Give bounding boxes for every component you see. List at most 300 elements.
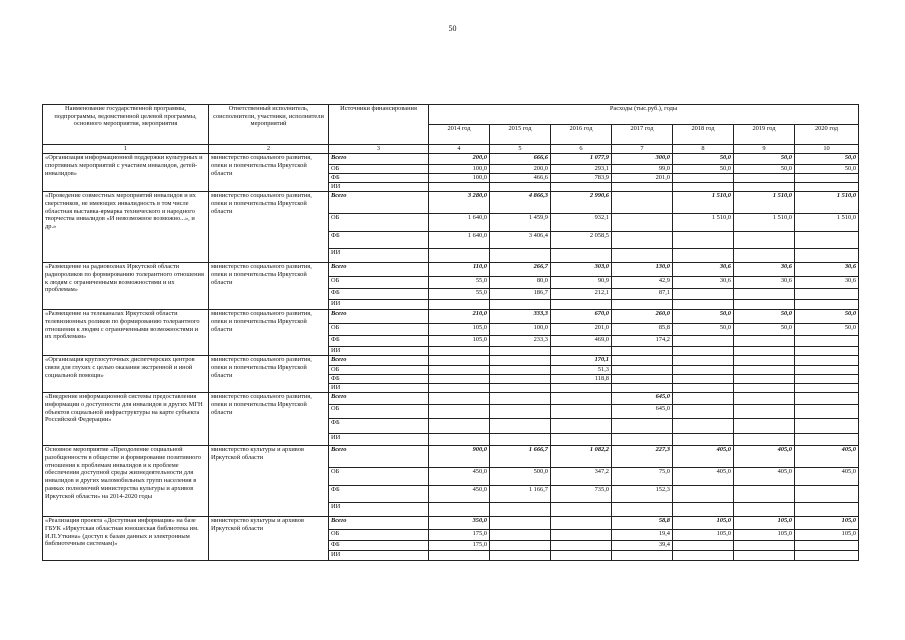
funding-source: ОБ	[329, 366, 429, 375]
funding-source: Всего	[329, 393, 429, 405]
activity-name: «Внедрение информационной системы предоставления информации о доступности для инвалидов и других МГН объектов социальной инфраструктуры на карте субъекта Российской Федерации»	[43, 393, 209, 446]
header-year: 2015 год	[490, 125, 551, 145]
expense-value: 1 640,0	[429, 214, 490, 232]
expense-value: 105,0	[734, 517, 795, 530]
expense-value: 450,0	[429, 486, 490, 503]
expense-value	[734, 405, 795, 419]
funding-source: Всего	[329, 192, 429, 214]
expense-value	[795, 347, 859, 356]
expense-value: 350,0	[429, 517, 490, 530]
funding-source: ФБ	[329, 174, 429, 183]
expense-value: 105,0	[795, 530, 859, 541]
expense-value	[612, 419, 673, 434]
responsible-executor: министерство социального развития, опеки и попечительства Иркутской области	[209, 310, 329, 356]
expense-value: 201,0	[551, 324, 612, 336]
expense-value	[673, 366, 734, 375]
expense-value: 201,0	[612, 174, 673, 183]
expense-value: 105,0	[734, 530, 795, 541]
funding-source: ОБ	[329, 530, 429, 541]
expense-value: 110,0	[429, 263, 490, 277]
expense-value: 932,1	[551, 214, 612, 232]
expense-value: 212,1	[551, 289, 612, 300]
expense-value	[734, 503, 795, 517]
header-year: 2019 год	[734, 125, 795, 145]
expense-value	[795, 384, 859, 393]
column-index: 6	[551, 145, 612, 154]
expense-value	[673, 356, 734, 366]
expense-value	[429, 551, 490, 561]
expense-value: 233,3	[490, 336, 551, 347]
expense-value	[734, 289, 795, 300]
expense-value	[490, 347, 551, 356]
column-index: 5	[490, 145, 551, 154]
expense-value	[734, 174, 795, 183]
expense-value: 210,0	[429, 310, 490, 324]
funding-source: ИИ	[329, 183, 429, 192]
expense-value	[429, 434, 490, 446]
expense-value	[673, 405, 734, 419]
expense-value	[734, 551, 795, 561]
expense-value	[673, 249, 734, 263]
expense-value	[429, 503, 490, 517]
funding-source: ИИ	[329, 551, 429, 561]
expense-value: 100,0	[490, 324, 551, 336]
expense-value	[490, 530, 551, 541]
table-row	[43, 517, 859, 530]
responsible-executor: министерство социального развития, опеки и попечительства Иркутской области	[209, 154, 329, 192]
column-index: 3	[329, 145, 429, 154]
expense-value	[551, 384, 612, 393]
expense-value	[551, 249, 612, 263]
expense-value: 900,0	[429, 446, 490, 468]
expense-value: 30,6	[673, 263, 734, 277]
expense-value: 227,3	[612, 446, 673, 468]
expense-value	[429, 300, 490, 310]
expense-value	[795, 375, 859, 384]
expense-value	[551, 393, 612, 405]
expense-value: 1 510,0	[673, 214, 734, 232]
expense-value: 100,0	[429, 174, 490, 183]
expense-value	[612, 356, 673, 366]
expense-value: 30,6	[734, 263, 795, 277]
table-row	[43, 310, 859, 324]
funding-source: ОБ	[329, 405, 429, 419]
expense-value: 99,0	[612, 165, 673, 174]
expense-value	[673, 375, 734, 384]
expense-value: 50,0	[673, 165, 734, 174]
funding-source: ФБ	[329, 336, 429, 347]
expense-value	[612, 192, 673, 214]
expense-value: 105,0	[795, 517, 859, 530]
table-row	[43, 446, 859, 468]
expense-value	[673, 419, 734, 434]
expense-value: 85,8	[612, 324, 673, 336]
expense-value: 1 510,0	[795, 192, 859, 214]
expense-value	[490, 405, 551, 419]
expense-value	[673, 551, 734, 561]
expense-value	[795, 183, 859, 192]
expense-value: 1 459,9	[490, 214, 551, 232]
column-index: 10	[795, 145, 859, 154]
expense-value	[795, 336, 859, 347]
expense-value	[551, 551, 612, 561]
expense-value: 1 077,9	[551, 154, 612, 165]
column-index: 8	[673, 145, 734, 154]
expense-value: 50,0	[673, 310, 734, 324]
table-row	[43, 154, 859, 165]
table-row	[43, 356, 859, 366]
header-year: 2018 год	[673, 125, 734, 145]
expense-value: 3 406,4	[490, 232, 551, 249]
funding-source: ОБ	[329, 165, 429, 174]
expense-value	[612, 551, 673, 561]
expense-value: 2 990,6	[551, 192, 612, 214]
expense-value	[734, 183, 795, 192]
expense-value	[429, 347, 490, 356]
activity-name: Основное мероприятие «Преодоление социальной разобщенности в обществе и формирование позитивного отношения к проблемам инвалидов и к проблеме обеспечения доступной среды жизнедеятельности для инвалидов и других маломобильных групп населения в рамках полномочий министерства культуры и архивов Иркутской области» на 2014-2020 годы	[43, 446, 209, 517]
expense-value: 87,1	[612, 289, 673, 300]
expense-value: 260,0	[612, 310, 673, 324]
expense-value	[673, 183, 734, 192]
expense-value: 645,0	[612, 405, 673, 419]
expense-value: 50,0	[734, 324, 795, 336]
expense-value	[612, 434, 673, 446]
expense-value	[673, 347, 734, 356]
expense-value	[551, 419, 612, 434]
expense-value	[490, 183, 551, 192]
header-year: 2020 год	[795, 125, 859, 145]
expense-value	[551, 434, 612, 446]
expense-value	[551, 405, 612, 419]
expense-value	[734, 434, 795, 446]
funding-source: ФБ	[329, 375, 429, 384]
expense-value: 118,8	[551, 375, 612, 384]
expense-value	[612, 384, 673, 393]
expense-value: 50,0	[734, 165, 795, 174]
expense-value	[429, 405, 490, 419]
expense-value	[673, 336, 734, 347]
expense-value	[612, 375, 673, 384]
expense-value	[490, 249, 551, 263]
expense-value: 75,0	[612, 468, 673, 486]
funding-source: ИИ	[329, 347, 429, 356]
expense-value	[734, 300, 795, 310]
expense-value	[795, 551, 859, 561]
expense-value	[551, 503, 612, 517]
expense-value	[734, 347, 795, 356]
header-program: Наименование государственной программы, подпрограммы, ведомственной целевой программы, основного мероприятия, мероприятия	[43, 105, 209, 145]
activity-name: «Проведение совместных мероприятий инвалидов и их сверстников, не имеющих инвалидность в том числе областная выставка-ярмарка технического и народного творчества инвалидов «И невозможное возможно...», и др.»	[43, 192, 209, 263]
expense-value: 50,0	[734, 310, 795, 324]
funding-source: Всего	[329, 310, 429, 324]
expense-value	[734, 384, 795, 393]
expense-value	[734, 393, 795, 405]
responsible-executor: министерство культуры и архивов Иркутской области	[209, 446, 329, 517]
funding-source: Всего	[329, 446, 429, 468]
expense-value: 4 866,3	[490, 192, 551, 214]
funding-source: Всего	[329, 154, 429, 165]
expense-value	[612, 249, 673, 263]
expense-value	[795, 393, 859, 405]
column-index: 9	[734, 145, 795, 154]
expense-value: 1 666,7	[490, 446, 551, 468]
expense-value	[429, 393, 490, 405]
expense-value: 90,9	[551, 277, 612, 289]
expense-value: 405,0	[734, 446, 795, 468]
funding-source: ИИ	[329, 249, 429, 263]
expense-value	[795, 289, 859, 300]
expense-value	[734, 541, 795, 551]
responsible-executor: министерство социального развития, опеки и попечительства Иркутской области	[209, 393, 329, 446]
expense-value: 42,9	[612, 277, 673, 289]
expense-value	[673, 232, 734, 249]
expense-value	[490, 517, 551, 530]
expense-value	[795, 232, 859, 249]
expense-value	[612, 300, 673, 310]
expense-value	[795, 434, 859, 446]
expense-value	[734, 366, 795, 375]
expense-value	[551, 183, 612, 192]
expense-value: 105,0	[673, 530, 734, 541]
expense-value: 1 640,0	[429, 232, 490, 249]
expense-value	[673, 174, 734, 183]
responsible-executor: министерство социального развития, опеки и попечительства Иркутской области	[209, 192, 329, 263]
expense-value: 735,0	[551, 486, 612, 503]
header-executor: Ответственный исполнитель, соисполнители, участники, исполнители мероприятий	[209, 105, 329, 145]
expense-value	[551, 541, 612, 551]
expense-value: 130,0	[612, 263, 673, 277]
activity-name: «Размещение на радиоволнах Иркутской области радиороликов по формированию толерантного отношения к людям с ограниченными возможностями и их проблемам»	[43, 263, 209, 310]
funding-source: Всего	[329, 356, 429, 366]
expense-value: 500,0	[490, 468, 551, 486]
expense-value	[734, 419, 795, 434]
expense-value	[490, 503, 551, 517]
expense-value: 3 280,0	[429, 192, 490, 214]
expense-value	[734, 486, 795, 503]
header-year: 2017 год	[612, 125, 673, 145]
expense-value	[429, 375, 490, 384]
expense-value	[612, 183, 673, 192]
expense-value: 293,1	[551, 165, 612, 174]
expense-value: 405,0	[795, 468, 859, 486]
expense-value: 466,6	[490, 174, 551, 183]
funding-source: ИИ	[329, 384, 429, 393]
expense-value	[612, 232, 673, 249]
expense-value: 50,0	[795, 324, 859, 336]
responsible-executor: министерство культуры и архивов Иркутской области	[209, 517, 329, 561]
funding-source: Всего	[329, 263, 429, 277]
activity-name: «Реализация проекта «Доступная информация» на базе ГБУК «Иркутская областная юношеская библиотека им. И.П.Уткина» (доступ к базам данных и электронным библиотечным системам)»	[43, 517, 209, 561]
funding-source: ФБ	[329, 486, 429, 503]
expense-value: 200,0	[429, 154, 490, 165]
funding-source: ИИ	[329, 434, 429, 446]
expense-value: 333,3	[490, 310, 551, 324]
expense-value: 39,4	[612, 541, 673, 551]
expense-value	[612, 347, 673, 356]
activity-name: «Организация информационной поддержки культурных и спортивных мероприятий с участием инвалидов, детей-инвалидов»	[43, 154, 209, 192]
expense-value: 1 510,0	[734, 214, 795, 232]
expense-value	[429, 183, 490, 192]
expense-value: 405,0	[673, 446, 734, 468]
expense-value	[734, 232, 795, 249]
expense-value	[673, 384, 734, 393]
funding-source: ОБ	[329, 214, 429, 232]
expense-value	[612, 503, 673, 517]
expense-value: 450,0	[429, 468, 490, 486]
expense-value: 469,0	[551, 336, 612, 347]
expense-value	[673, 300, 734, 310]
expense-value	[673, 434, 734, 446]
budget-table	[42, 104, 859, 561]
expense-value	[673, 289, 734, 300]
expense-value	[612, 214, 673, 232]
expense-value: 670,0	[551, 310, 612, 324]
column-index: 2	[209, 145, 329, 154]
funding-source: ОБ	[329, 277, 429, 289]
expense-value: 175,0	[429, 530, 490, 541]
expense-value: 105,0	[673, 517, 734, 530]
expense-value: 152,3	[612, 486, 673, 503]
funding-source: ФБ	[329, 541, 429, 551]
expense-value	[795, 174, 859, 183]
expense-value	[490, 366, 551, 375]
expense-value	[490, 356, 551, 366]
expense-value: 50,0	[734, 154, 795, 165]
funding-source: ФБ	[329, 289, 429, 300]
expense-value	[551, 300, 612, 310]
expense-value	[490, 384, 551, 393]
expense-value: 405,0	[673, 468, 734, 486]
expense-value	[795, 300, 859, 310]
expense-value: 783,9	[551, 174, 612, 183]
header-year: 2014 год	[429, 125, 490, 145]
expense-value: 1 510,0	[734, 192, 795, 214]
expense-value: 666,6	[490, 154, 551, 165]
expense-value	[551, 517, 612, 530]
expense-value: 170,1	[551, 356, 612, 366]
expense-value: 55,0	[429, 289, 490, 300]
expense-value	[795, 419, 859, 434]
expense-value	[795, 356, 859, 366]
expense-value	[795, 486, 859, 503]
expense-value	[429, 366, 490, 375]
expense-value	[795, 249, 859, 263]
expense-value: 105,0	[429, 324, 490, 336]
expense-value	[490, 375, 551, 384]
expense-value: 405,0	[795, 446, 859, 468]
expense-value: 19,4	[612, 530, 673, 541]
expense-value: 266,7	[490, 263, 551, 277]
expense-value	[734, 336, 795, 347]
expense-value: 645,0	[612, 393, 673, 405]
expense-value: 50,0	[795, 310, 859, 324]
expense-value: 50,0	[795, 165, 859, 174]
column-index: 4	[429, 145, 490, 154]
expense-value	[673, 503, 734, 517]
expense-value	[490, 551, 551, 561]
expense-value	[734, 249, 795, 263]
funding-source: ИИ	[329, 503, 429, 517]
column-index: 7	[612, 145, 673, 154]
expense-value: 186,7	[490, 289, 551, 300]
expense-value: 303,0	[551, 263, 612, 277]
funding-source: ОБ	[329, 324, 429, 336]
expense-value	[673, 486, 734, 503]
expense-value	[795, 405, 859, 419]
funding-source: Всего	[329, 517, 429, 530]
expense-value	[490, 393, 551, 405]
header-source: Источники финансирования	[329, 105, 429, 145]
expense-value	[551, 347, 612, 356]
expense-value	[551, 530, 612, 541]
expense-value: 100,0	[429, 165, 490, 174]
expense-value: 105,0	[429, 336, 490, 347]
expense-value: 300,0	[612, 154, 673, 165]
expense-value: 58,8	[612, 517, 673, 530]
expense-value	[490, 541, 551, 551]
expense-value	[429, 419, 490, 434]
funding-source: ФБ	[329, 419, 429, 434]
expense-value: 30,6	[795, 263, 859, 277]
expense-value: 1 510,0	[673, 192, 734, 214]
expense-value	[795, 503, 859, 517]
table-row	[43, 192, 859, 214]
expense-value	[490, 434, 551, 446]
expense-value: 1 082,2	[551, 446, 612, 468]
expense-value: 30,6	[734, 277, 795, 289]
table-row	[43, 263, 859, 277]
expense-value: 80,0	[490, 277, 551, 289]
expense-value: 1 510,0	[795, 214, 859, 232]
expense-value: 30,6	[795, 277, 859, 289]
header-expenses: Расходы (тыс.руб.), годы	[429, 105, 859, 125]
expense-value	[429, 249, 490, 263]
activity-name: «Размещение на телеканалах Иркутской области телевизионных роликов по формированию толерантного отношения к людям с ограниченными возможностями и их проблемам»	[43, 310, 209, 356]
expense-value: 2 058,5	[551, 232, 612, 249]
expense-value	[612, 366, 673, 375]
expense-value	[429, 356, 490, 366]
expense-value: 50,0	[673, 324, 734, 336]
expense-value	[490, 300, 551, 310]
expense-value	[795, 366, 859, 375]
expense-value	[795, 541, 859, 551]
page-number: 50	[448, 24, 457, 33]
activity-name: «Организация круглосуточных диспетчерских центров связи для глухих с целью оказания экстренной и иной социальной помощи»	[43, 356, 209, 393]
expense-value: 200,0	[490, 165, 551, 174]
expense-value	[734, 375, 795, 384]
table-row	[43, 393, 859, 405]
expense-value: 405,0	[734, 468, 795, 486]
funding-source: ФБ	[329, 232, 429, 249]
expense-value: 174,2	[612, 336, 673, 347]
funding-source: ИИ	[329, 300, 429, 310]
expense-value	[734, 356, 795, 366]
responsible-executor: министерство социального развития, опеки и попечительства Иркутской области	[209, 356, 329, 393]
expense-value: 55,0	[429, 277, 490, 289]
expense-value: 347,2	[551, 468, 612, 486]
expense-value	[673, 393, 734, 405]
expense-value	[673, 541, 734, 551]
expense-value	[490, 419, 551, 434]
responsible-executor: министерство социального развития, опеки и попечительства Иркутской области	[209, 263, 329, 310]
expense-value: 1 166,7	[490, 486, 551, 503]
expense-value: 30,6	[673, 277, 734, 289]
funding-source: ОБ	[329, 468, 429, 486]
expense-value: 175,0	[429, 541, 490, 551]
expense-value: 50,0	[673, 154, 734, 165]
expense-value: 50,0	[795, 154, 859, 165]
expense-value: 51,3	[551, 366, 612, 375]
